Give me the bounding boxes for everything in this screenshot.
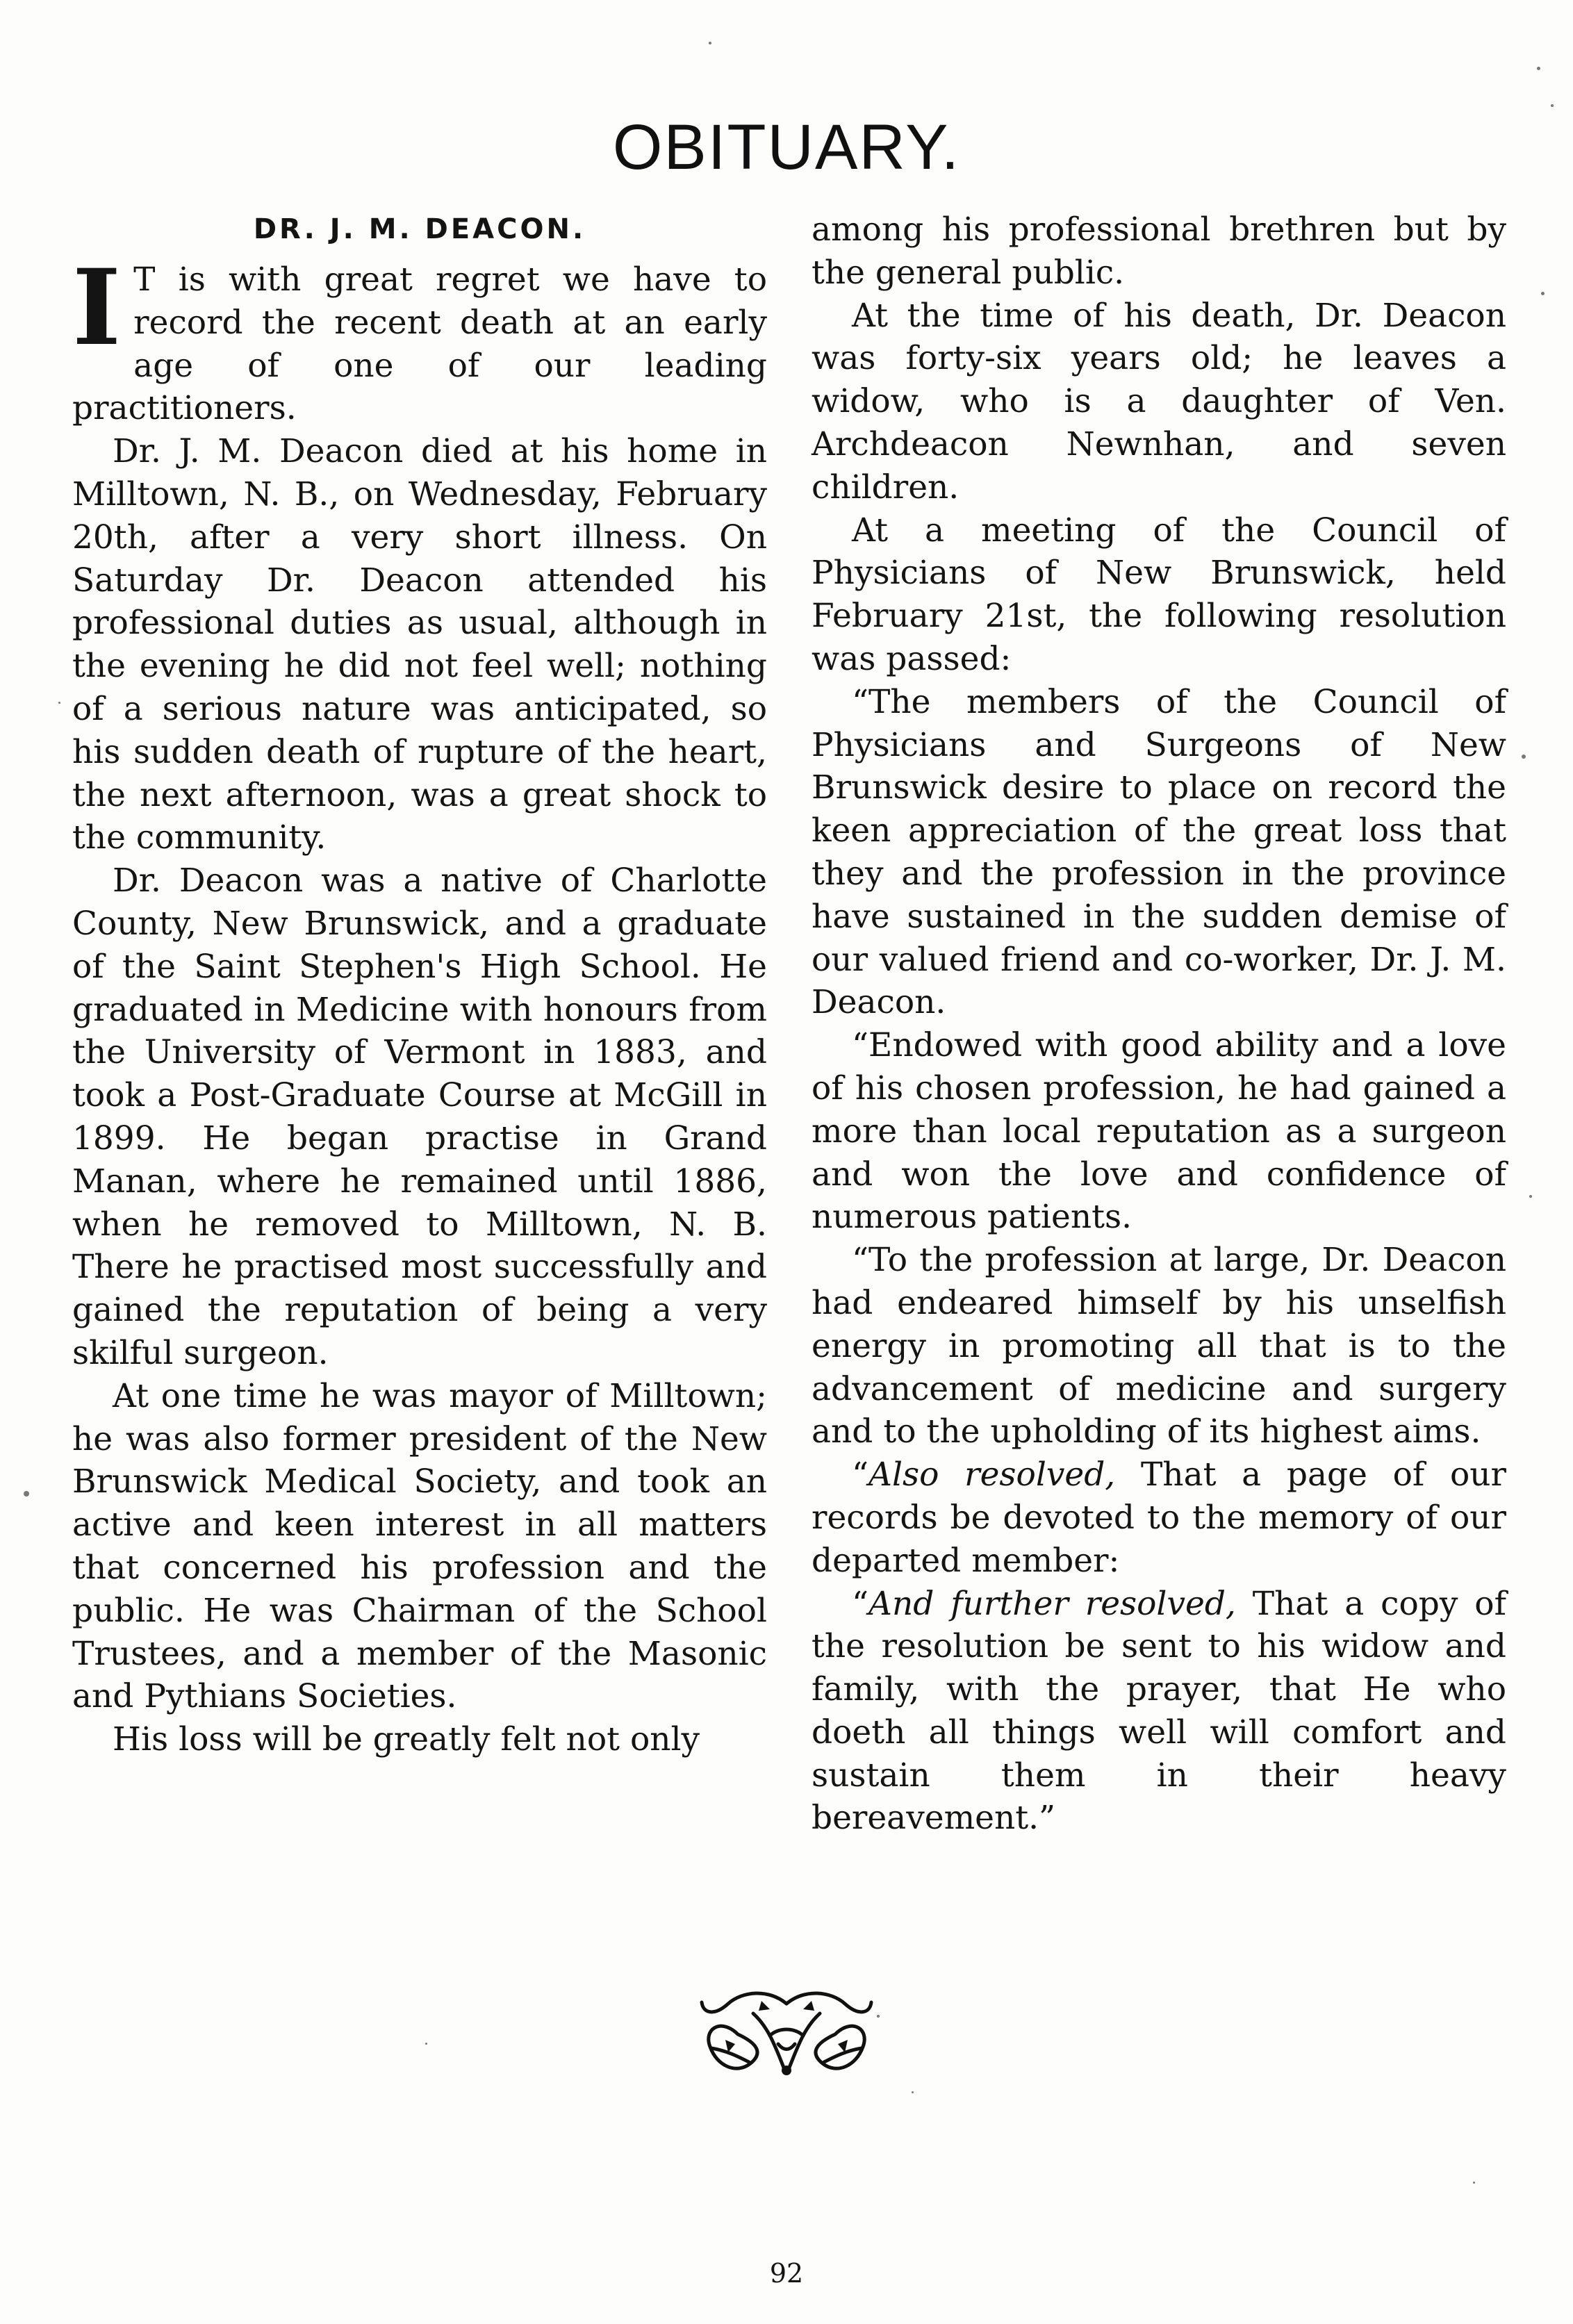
- paragraph-death: Dr. J. M. Deacon died at his home in Milltown, N. B., on Wednesday, February 20th, after a very short illness. On Saturday Dr. Deacon attended his professional duties as usual, although in the evening he did not feel well; nothing of a serious nature was anticipated, so his sudden death of rupture of the heart, the next afternoon, was a great shock to the community.: [72, 432, 767, 857]
- page-number: 92: [769, 2258, 804, 2289]
- paragraph-career: Dr. Deacon was a native of Charlotte County, New Brunswick, and a graduate of the Saint Stephen's High School. He graduated in Medicine with honours from the University of Vermont in 1883, and took a Post-Graduate Course at McGill in 1899. He began practise in Grand Manan, where he remained until 1886, when he removed to Milltown, N. B. There he practised most successfully and gained the reputation of being a very skilful surgeon.: [72, 862, 767, 1372]
- opening-paragraph-text: T is with great regret we have to record the recent death at an early age of one of our leading practitioners.: [72, 261, 767, 428]
- drop-cap: I: [72, 247, 122, 369]
- paragraph-family: At the time of his death, Dr. Deacon was forty-six years old; he leaves a widow, who is a daughter of Ven. Archdeacon Newnhan, and seven children.: [812, 296, 1506, 506]
- page-title: OBITUARY.: [612, 112, 961, 183]
- resolution-paragraph-1: “The members of the Council of Physicians and Surgeons of New Brunswick desire to place on record the keen appreciation of the great loss that they and the profession in the province have sustained in the sudden demise of our valued friend and co-worker, Dr. J. M. Deacon.: [812, 682, 1506, 1022]
- right-column: [812, 208, 1506, 1840]
- left-column: [72, 208, 767, 1761]
- paragraph-council-meeting: At a meeting of the Council of Physicians of New Brunswick, held February 21st, the following resolution was passed:: [812, 511, 1506, 678]
- article-heading: DR. J. M. DEACON.: [253, 213, 586, 245]
- also-resolved-text: That a page of our records be devoted to the memory of our departed member:: [812, 1456, 1507, 1580]
- also-resolved-quote: “: [852, 1456, 869, 1494]
- paragraph-public-life: At one time he was mayor of Milltown; he was also former president of the New Brunswick Medical Society, and took an active and keen interest in all matters that concerned his profession and the public. He was Chairman of the School Trustees, and a member of the Masonic and Pythians Societies.: [72, 1376, 767, 1716]
- resolution-paragraph-2: “Endowed with good ability and a love of his chosen profession, he had gained a more than local reputation as a surgeon and won the love and confidence of numerous patients.: [812, 1026, 1506, 1237]
- paragraph-loss: His loss will be greatly felt not only: [113, 1720, 700, 1759]
- also-resolved-paragraph: [812, 1453, 1506, 1582]
- further-resolved-quote: “: [852, 1584, 869, 1623]
- further-resolved-label: And further resolved,: [868, 1584, 1236, 1623]
- also-resolved-label: Also resolved,: [868, 1456, 1116, 1494]
- paragraph-loss-continued: among his professional brethren but by the general public.: [812, 211, 1506, 292]
- opening-paragraph: [72, 247, 767, 430]
- resolution-paragraph-3: “To the profession at large, Dr. Deacon had endeared himself by his unselfish energy in promoting all that is to the advancement of medicine and surgery and to the upholding of its highest aims.: [812, 1241, 1506, 1451]
- further-resolved-text: That a copy of the resolution be sent to his widow and family, with the prayer, that He who doeth all things well will comfort and sustain them in their heavy bereavement.”: [812, 1584, 1507, 1838]
- floral-ornament-icon: [698, 1986, 875, 2083]
- further-resolved-paragraph: [812, 1583, 1506, 1840]
